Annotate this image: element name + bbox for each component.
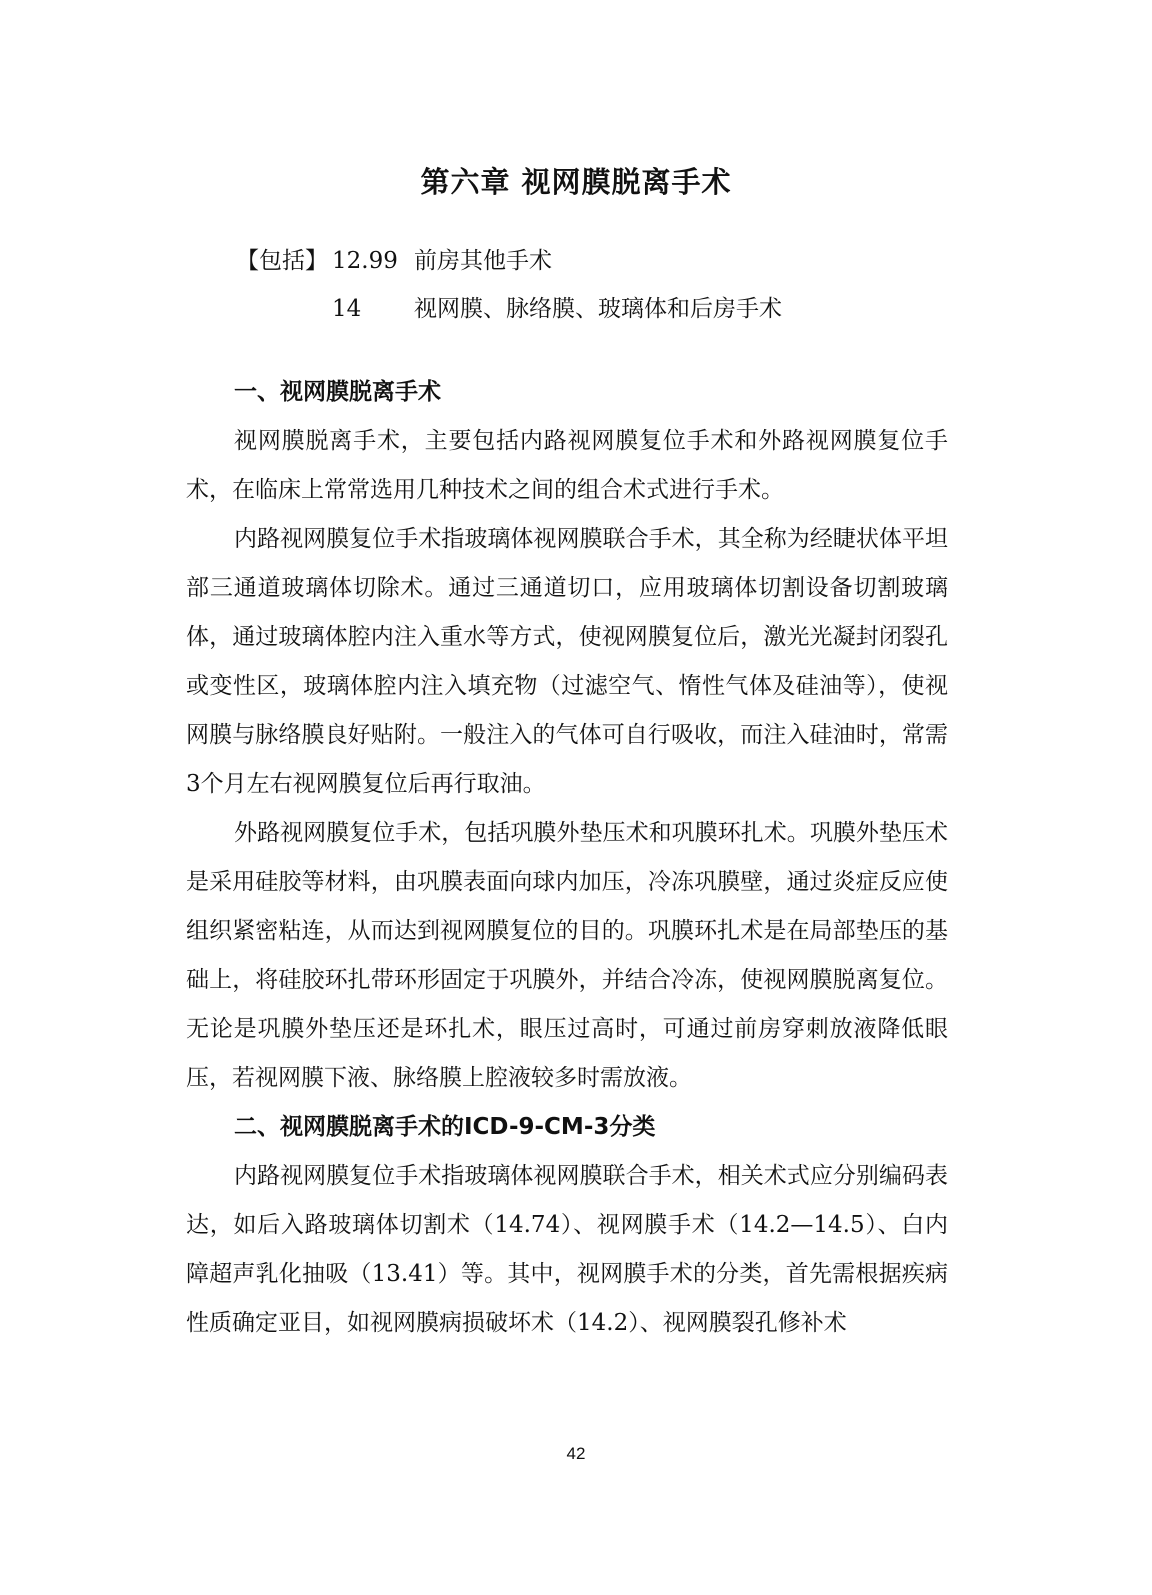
- includes-label: 【包括】: [236, 248, 328, 274]
- includes-desc: 前房其他手术: [414, 248, 552, 274]
- page-number: 42: [566, 1444, 586, 1463]
- chapter-title: 第六章 视网膜脱离手术: [420, 165, 732, 199]
- includes-row: [236, 294, 782, 324]
- paragraph: 外路视网膜复位手术，包括巩膜外垫压术和巩膜环扎术。巩膜外垫压术是采用硅胶等材料，由巩膜表面向球内加压，冷冻巩膜壁，通过炎症反应使组织紧密粘连，从而达到视网膜复位的目的。巩膜环扎术是在局部垫压的基础上，将硅胶环扎带环形固定于巩膜外，并结合冷冻，使视网膜脱离复位。无论是巩膜外垫压还是环扎术，眼压过高时，可通过前房穿刺放液降低眼压，若视网膜下液、脉络膜上腔液较多时需放液。: [186, 820, 948, 1091]
- paragraph: 内路视网膜复位手术指玻璃体视网膜联合手术，相关术式应分别编码表达，如后入路玻璃体切割术（14.74）、视网膜手术（14.2—14.5）、白内障超声乳化抽吸（13.41）等。其中，视网膜手术的分类，首先需根据疾病性质确定亚目，如视网膜病损破坏术（14.2）、视网膜裂孔修补术: [186, 1163, 948, 1336]
- section-heading: 一、视网膜脱离手术: [234, 379, 441, 405]
- includes-block: [236, 246, 782, 324]
- includes-code: 14: [332, 296, 362, 322]
- paragraph: 视网膜脱离手术，主要包括内路视网膜复位手术和外路视网膜复位手术，在临床上常常选用几种技术之间的组合术式进行手术。: [186, 428, 948, 503]
- section-heading: 二、视网膜脱离手术的ICD-9-CM-3分类: [234, 1114, 656, 1140]
- includes-row: [236, 246, 782, 276]
- paragraph: 内路视网膜复位手术指玻璃体视网膜联合手术，其全称为经睫状体平坦部三通道玻璃体切除术。通过三通道切口，应用玻璃体切割设备切割玻璃体，通过玻璃体腔内注入重水等方式，使视网膜复位后，激光光凝封闭裂孔或变性区，玻璃体腔内注入填充物（过滤空气、惰性气体及硅油等），使视网膜与脉络膜良好贴附。一般注入的气体可自行吸收，而注入硅油时，常需3个月左右视网膜复位后再行取油。: [186, 526, 948, 797]
- includes-code: 12.99: [332, 248, 398, 274]
- includes-desc: 视网膜、脉络膜、玻璃体和后房手术: [414, 296, 782, 322]
- body-text: [186, 368, 948, 1348]
